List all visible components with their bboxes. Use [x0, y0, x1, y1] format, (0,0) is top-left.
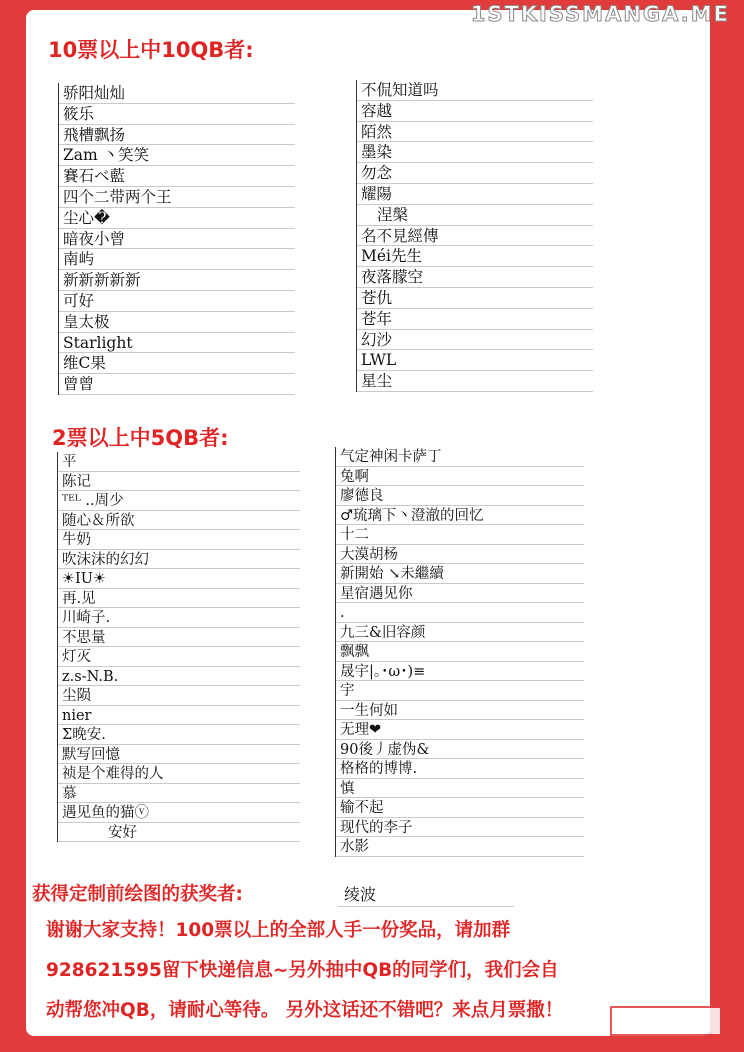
name-list-item: ♂琉璃下丶澄澈的回忆 — [336, 506, 584, 526]
name-list-item: ᵀᴱᴸ ..周少 — [58, 491, 300, 511]
name-list-item: 廖德良 — [336, 486, 584, 506]
name-list-item: 格格的博博. — [336, 759, 584, 779]
name-list-item: Zam 丶笑笑 — [59, 145, 295, 166]
name-list-item: 可好 — [59, 291, 295, 312]
section1-left-list — [58, 83, 295, 395]
name-list-item: 勿念 — [357, 163, 593, 184]
section2-left-list — [57, 452, 300, 842]
name-list-item: 名不見經傳 — [357, 226, 593, 247]
name-list-item: 骄阳灿灿 — [59, 83, 295, 104]
name-list-item: 飘飘 — [336, 642, 584, 662]
footer-line-1: 谢谢大家支持！100票以上的全部人手一份奖品，请加群 — [46, 920, 511, 941]
name-list-item: 十二 — [336, 525, 584, 545]
footer-line-2: 928621595留下快递信息~另外抽中QB的同学们，我们会自 — [46, 960, 559, 981]
name-list-item: 慕 — [58, 784, 300, 804]
name-list-item: 不思量 — [58, 628, 300, 648]
name-list-item: 无理❤ — [336, 720, 584, 740]
name-list-item: 曾曾 — [59, 374, 295, 395]
name-list-item: 默写回憶 — [58, 745, 300, 765]
name-list-item: 随心＆所欲 — [58, 511, 300, 531]
name-list-item: LWL — [357, 350, 593, 371]
name-list-item: 容越 — [357, 101, 593, 122]
name-list-item: 遇见鱼的猫ⓥ — [58, 803, 300, 823]
name-list-item: 气定神闲卡萨丁 — [336, 447, 584, 467]
name-list-item: Σ晚安. — [58, 725, 300, 745]
name-list-item: 水影 — [336, 837, 584, 857]
name-list-item: . — [336, 603, 584, 623]
name-list-item: 幻沙 — [357, 330, 593, 351]
name-list-item: 灯灭 — [58, 647, 300, 667]
name-list-item: 涅槃 — [357, 205, 593, 226]
name-list-item: 皇太极 — [59, 312, 295, 333]
section2-heading: 2票以上中5QB者: — [52, 426, 229, 450]
name-list-item: 晟宇|｡･ω･)≡ — [336, 662, 584, 682]
name-list-item: 90後丿虚伪& — [336, 740, 584, 760]
site-watermark: 1STKISSMANGA.ME — [470, 2, 730, 26]
name-list-item: 宇 — [336, 681, 584, 701]
name-list-item: 牛奶 — [58, 530, 300, 550]
name-list-item: 筱乐 — [59, 104, 295, 125]
name-list-item: 星尘 — [357, 371, 593, 392]
name-list-item: 尘心� — [59, 208, 295, 229]
name-list-item: z.s-N.B. — [58, 667, 300, 687]
name-list-item: 星宿遇见你 — [336, 584, 584, 604]
name-list-item: 新開始 ↘未繼續 — [336, 564, 584, 584]
name-list-item: 不侃知道吗 — [357, 80, 593, 101]
name-list-item: 输不起 — [336, 798, 584, 818]
name-list-item: 賽石ベ藍 — [59, 166, 295, 187]
name-list-item: 陌然 — [357, 122, 593, 143]
name-list-item: 苍年 — [357, 309, 593, 330]
winner-label: 获得定制前绘图的获奖者: — [32, 884, 243, 905]
name-list-item: 四个二带两个王 — [59, 187, 295, 208]
name-list-item: 吹沫沫的幻幻 — [58, 550, 300, 570]
section1-right-list — [356, 80, 593, 392]
name-list-item: 祯是个难得的人 — [58, 764, 300, 784]
name-list-item: 大漠胡杨 — [336, 545, 584, 565]
name-list-item: 现代的李子 — [336, 818, 584, 838]
name-list-item: Starlight — [59, 333, 295, 354]
name-list-item: 慎 — [336, 779, 584, 799]
name-list-item: 夜落朦空 — [357, 267, 593, 288]
name-list-item: nier — [58, 706, 300, 726]
name-list-item: 一生何如 — [336, 701, 584, 721]
name-list-item: 平 — [58, 452, 300, 472]
name-list-item: 墨染 — [357, 142, 593, 163]
name-list-item: 九三&旧容颜 — [336, 623, 584, 643]
name-list-item: 耀陽 — [357, 184, 593, 205]
name-list-item: 兔啊 — [336, 467, 584, 487]
name-list-item: 维C果 — [59, 353, 295, 374]
name-list-item: Méi先生 — [357, 246, 593, 267]
name-list-item: 尘陨 — [58, 686, 300, 706]
name-list-item: 暗夜小曾 — [59, 229, 295, 250]
name-list-item: 飛槽飘扬 — [59, 125, 295, 146]
name-list-item: 川崎子. — [58, 608, 300, 628]
name-list-item: 苍仇 — [357, 288, 593, 309]
section2-right-list — [335, 447, 584, 857]
name-list-item: 南屿 — [59, 249, 295, 270]
winner-name: 绫波 — [338, 880, 514, 907]
footer-line-3: 动帮您冲QB，请耐心等待。 另外这话还不错吧？来点月票撒！ — [46, 1000, 564, 1021]
name-list-item: 新新新新新 — [59, 270, 295, 291]
name-list-item: 安好 — [58, 823, 300, 843]
name-list-item: 陈记 — [58, 472, 300, 492]
name-list-item: ☀IU☀ — [58, 569, 300, 589]
name-list-item: 再.见 — [58, 589, 300, 609]
corner-stamp — [610, 1006, 722, 1036]
section1-heading: 10票以上中10QB者: — [48, 38, 254, 62]
